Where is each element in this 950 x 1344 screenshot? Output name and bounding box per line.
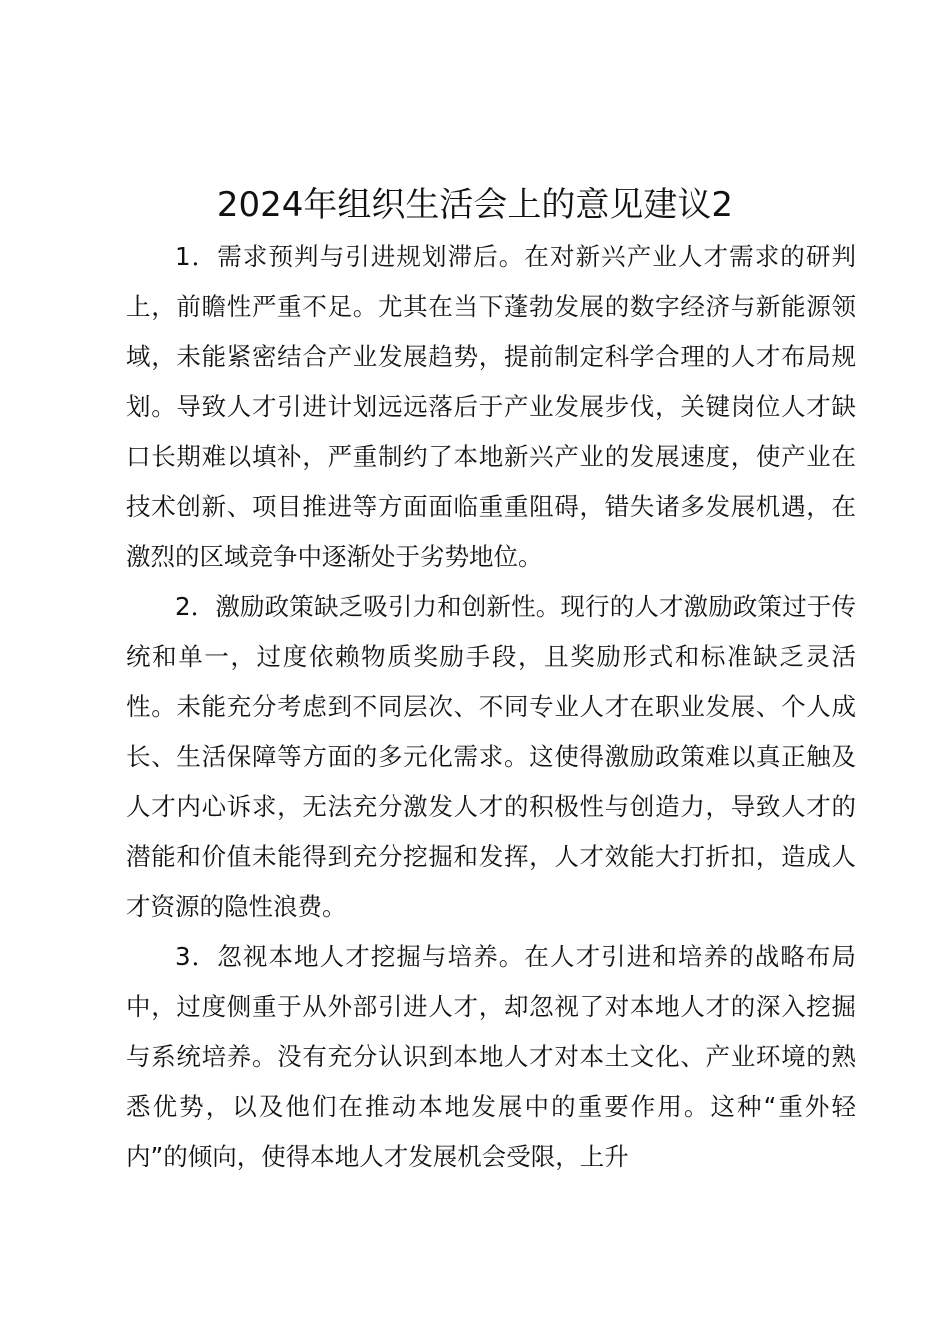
paragraph-2: 2．激励政策缺乏吸引力和创新性。现行的人才激励政策过于传统和单一，过度依赖物质奖励手段，且奖励形式和标准缺乏灵活性。未能充分考虑到不同层次、不同专业人才在职业发展、个人成长、生活保障等方面的多元化需求。这使得激励政策难以真正触及人才内心诉求，无法充分激发人才的积极性与创造力，导致人才的潜能和价值未能得到充分挖掘和发挥，人才效能大打折扣，造成人才资源的隐性浪费。 bbox=[126, 592, 856, 921]
paragraph-1: 1．需求预判与引进规划滞后。在对新兴产业人才需求的研判上，前瞻性严重不足。尤其在当下蓬勃发展的数字经济与新能源领域，未能紧密结合产业发展趋势，提前制定科学合理的人才布局规划。导致人才引进计划远远落后于产业发展步伐，关键岗位人才缺口长期难以填补，严重制约了本地新兴产业的发展速度，使产业在技术创新、项目推进等方面面临重重阻碍，错失诸多发展机遇，在激烈的区域竞争中逐渐处于劣势地位。 bbox=[126, 242, 856, 571]
document-title: 2024年组织生活会上的意见建议2 bbox=[216, 185, 734, 225]
document-body bbox=[126, 232, 856, 1182]
paragraph-3: 3．忽视本地人才挖掘与培养。在人才引进和培养的战略布局中，过度侧重于从外部引进人才，却忽视了对本地人才的深入挖掘与系统培养。没有充分认识到本地人才对本土文化、产业环境的熟悉优势，以及他们在推动本地发展中的重要作用。这种“重外轻内”的倾向，使得本地人才发展机会受限，上升 bbox=[126, 942, 856, 1171]
